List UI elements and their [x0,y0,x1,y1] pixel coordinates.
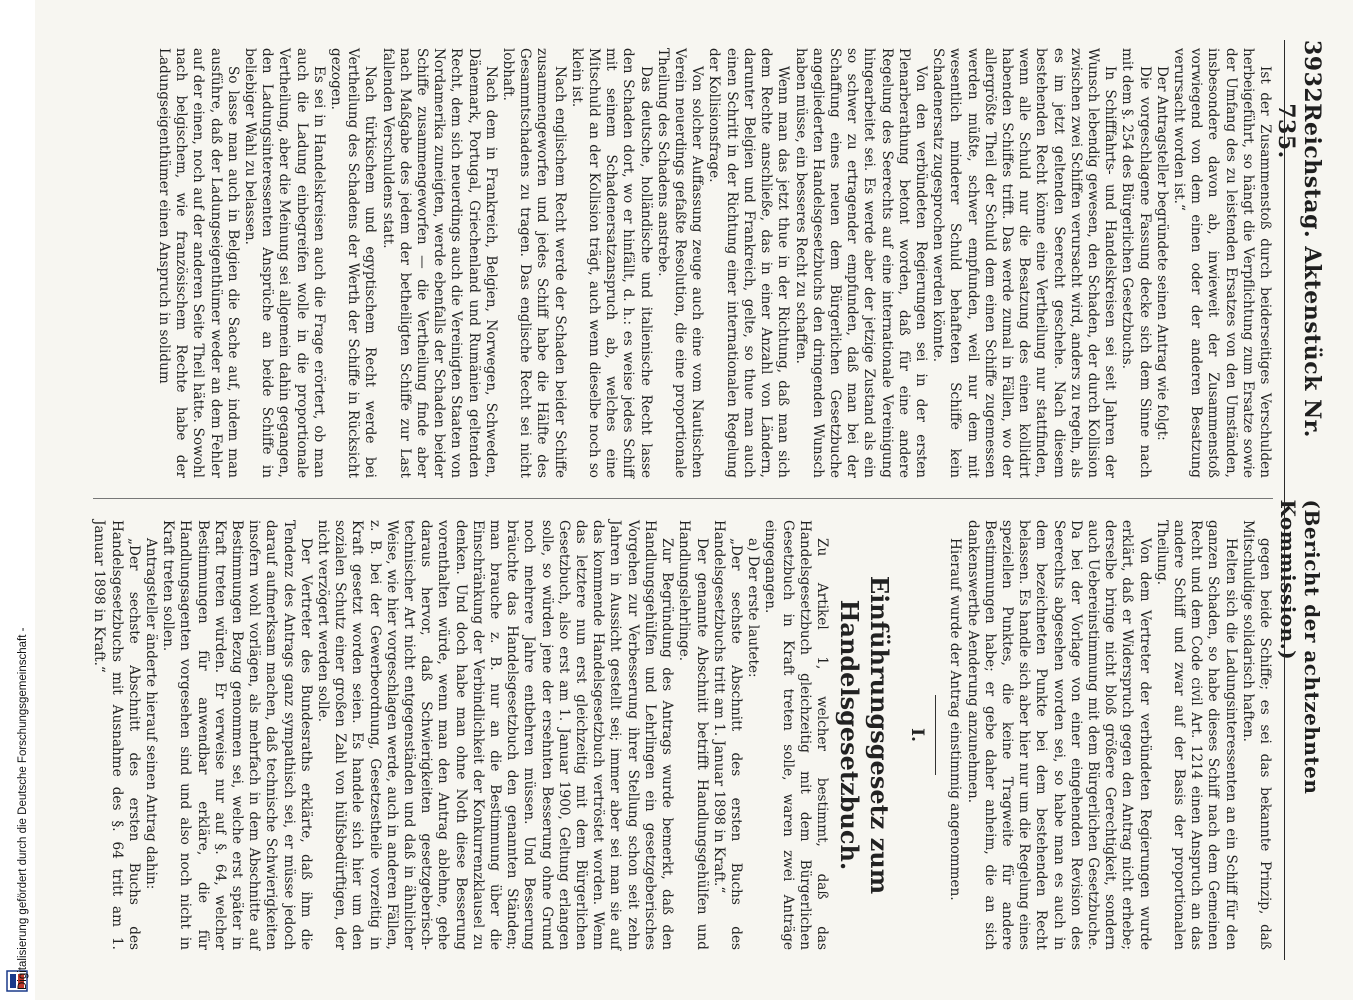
newspaper-scan [35,0,1353,1000]
header-divider [1284,40,1285,960]
paragraph: gegen beide Schiffe; es sei das bekannte Prinzip, daß Mitschuldige solidarisch haften. [1239,520,1273,950]
paragraph: Die vorgeschlagene Fassung decke sich dem Sinne nach mit dem §. 254 des Bürgerlichen Gesetzbuchs. [1119,48,1153,478]
paragraph: In Schifffahrts- und Handelskreisen sei seit Jahren der Wunsch lebendig gewesen, den Schaden, der durch Kollision zwischen zwei Schiffen verursacht wird, anders zu regeln, als es im jetzt geltenden Seerecht geschehe. Nach diesem bestehenden Recht könne eine Vertheilung nur stattfinden, wenn alle Schuld nur die Besatzung des einen kollidirt habenden Schiffes trifft. Das werde zumal in Fällen, wo der allergrößte Theil der Schuld dem einen Schiffe zugemessen werden müßte, schwer empfunden, weil nur dem mit wesentlich minderer Schuld behafteten Schiffe kein Schadenersatz zugesprochen werden könnte. [930,48,1119,478]
column-divider [93,498,1273,499]
paragraph: Hierauf wurde der Antrag einstimmig angenommen. [947,538,964,901]
paragraph: Von solcher Auffassung zeuge auch eine vom Nautischen Verein neuerdings gefaßte Resolution, die eine proportionale Theilung des Schadens anstrebe. [654,48,706,478]
paragraph: Ist der Zusammenstoß durch beiderseitiges Verschulden herbeigeführt, so hängt die Verpflichtung zum Ersatze sowie der Umfang des zu leistenden Ersatzes von den Umständen, insbesondere davon ab, inwieweit der Zusammenstoß vorwiegend von dem einen oder der anderen Besatzung verursacht worden ist.“ [1170,48,1273,478]
right-column-bottom [90,520,830,950]
section-title: Einführungsgesetz zum Handelsgesetzbuch. [834,575,894,895]
paragraph: So lasse man auch in Belgien die Sache auf, indem man ausführe, daß der Ladungseigenthümer weder an dem Fehler auf der einen, noch auf der anderen Seite Theil hätte. Sowohl nach belgischem, wie französischem Rechte habe der Ladungseigenthümer einen Anspruch in solidum [156,48,241,478]
paragraph: Der Vertreter des Bundesraths erklärte, daß ihm die Tendenz des Antrags ganz sympathisch sei, er müsse jedoch darauf aufmerksam machen, daß technische Schwierigkeiten insofern wohl vorlägen, als mehrfach in dem Abschnitte auf Bestimmungen Bezug genommen sei, welche erst später in Kraft treten würden. Er verweise nur auf §. 64, welcher Bestimmungen für anwendbar erkläre, die für Handlungsagenten vorgesehen sind und also noch nicht in Kraft treten sollen. [160,520,314,950]
right-column [90,520,1273,950]
paragraph: Der genannte Abschnitt betrifft Handlungsgehülfen und Handlungslehrlinge. [676,520,710,950]
paragraph: Von den verbündeten Regierungen sei in der ersten Plenarberathung betont worden, daß für eine andere Regelung des Seerechts auf eine internationale Vereinigung hingearbeitet sei. Es werde aber der jetzige Zustand als ein so schwer zu ertragender empfunden, daß man bei der Schaffung eines neuen dem Bürgerlichen Gesetzbuche angegliederten Handelsgesetzbuchs den dringenden Wunsch haben müsse, ein besseres Recht zu schaffen. [792,48,929,478]
paragraph: Nach englischem Recht werde der Schaden beider Schiffe zusammengeworfen und jedes Schiff habe die Hälfte des Gesammtschadens zu tragen. Das englische Recht sei nicht lobhaft. [500,48,568,478]
page-number: 3932 [1299,40,1325,104]
digitization-sidebar [0,0,35,1000]
paragraph: Wenn man das jetzt thue in der Richtung, daß man sich dem Rechte anschließe, das in einer Anzahl von Ländern, darunter Belgien und Frankreich, gelte, so thue man auch einen Schritt in der Richtung einer internationalen Regelung der Kollisionsfrage. [706,48,792,478]
paragraph: Zur Begründung des Antrags wurde bemerkt, daß den Handlungsgehülfen und Lehrlingen ein gesetzgeberisches Vorgehen zur Verbesserung ihrer Stellung schon seit zehn Jahren in Aussicht gestellt sei; immer aber sei man sie auf das kommende Handelsgesetzbuch vertröstet worden. Wenn das letztere nun erst gleichzeitig mit dem Bürgerlichen Gesetzbuch, also erst am 1. Januar 1900, Geltung erlangen solle, so würden jene der ersehnten Besserung ohne Grund noch mehrere Jahre entbehren müssen. Und Besserung bräuchte das Handelsgesetzbuch den genannten Ständen; man brauche z. B. nur an die Bestimmung über die Einschränkung der Verbindlichkeit der Konkurrenzklausel zu denken. Und doch habe man ohne Noth diese Besserung vorenthalten würde, wenn man den Antrag ablehne, gehe daraus hervor, daß Schwierigkeiten gesetzgeberisch-technischer Art nicht entgegenständen und daß in ähnlicher Weise, wie hier vorgeschlagen werde, auch in anderen Fällen, z. B. bei der Gewerbeordnung, Gesetzestheile vorzeitig in Kraft gesetzt worden seien. Es handele sich hier um den sozialen Schutz einer großen Zahl von hülfsbedürftigen, der nicht verzögert werden solle. [315,520,676,950]
page-subtitle: (Bericht der achtzehnten Kommission.) [1276,499,1324,795]
section-rule [935,695,936,775]
paragraph: Helten sich die Ladungsinteressenten an ein Schiff für den ganzen Schaden, so habe dieses Schiff nach dem Gemeinen Recht und dem Code civil Art. 1214 einen Anspruch an das andere Schiff und zwar auf der Basis der proportionalen Theilung. [1153,520,1239,950]
page-header [1273,40,1325,960]
paragraph: Nach türkischem und egyptischem Recht werde bei Vertheilung des Schadens der Werth der Schiffe in Rücksicht gezogen. [328,48,379,478]
digitization-credit: Digitalisierung gefördert durch die Deutsche Forschungsgemeinschaft - [17,627,29,990]
left-column [155,48,1273,478]
section-number: I. [907,728,928,742]
paragraph: Antragsteller änderte hierauf seinen Antrag dahin: [143,538,160,890]
page-title: Reichstag. Aktenstück Nr. 735. [1273,103,1325,438]
paragraph: a) Der erste lautete: [745,538,762,678]
paragraph: Der Antragsteller begründete seinen Antrag wie folgt: [1153,66,1170,441]
right-column-top [946,520,1273,950]
paragraph: Von dem Vertreter der verbündeten Regierungen wurde erklärt, daß er Widerspruch gegen den Antrag nicht erhebe; derselbe bringe nicht bloß größere Gerechtigkeit, sondern auch Uebereinstimmung mit dem Bürgerlichen Gesetzbuche. Da bei der Vorlage von einer eingehenden Revision des Seerechts abgesehen worden sei, so habe man es auch in dem bezeichneten Punkte bei dem bestehenden Recht belassen. Es handle sich aber hier nur um die Regelung eines speziellen Punktes, die keine Tragweite für andere Bestimmungen habe; er gebe daher anheim, die an sich dankenswerthe Aenderung anzunehmen. [964,520,1153,950]
paragraph: Das deutsche, holländische und italienische Recht lasse den Schaden dort, wo er hinfällt, d. h.: es weise jedes Schiff mit seinem Schadenersatzanspruch ab, welches eine Mitschuld an der Kollision trägt, auch wenn dieselbe noch so klein ist. [568,48,654,478]
paragraph: Zu Artikel 1, welcher bestimmt, daß das Handelsgesetzbuch gleichzeitig mit dem Bürgerlichen Gesetzbuch in Kraft treten solle, waren zwei Anträge eingegangen. [762,520,830,950]
paragraph: Es sei in Handelskreisen auch die Frage erörtert, ob man auch die Ladung einbegreifen wolle in die proportionale Vertheilung, aber die Meinung sei allgemein dahin gegangen, den Ladungsinteressenten Ansprüche an beide Schiffe in beliebiger Wahl zu belassen. [242,48,327,478]
paragraph: „Der sechste Abschnitt des ersten Buchs des Handelsgesetzbuchs mit Ausnahme des §. 64 tritt am 1. Januar 1898 in Kraft.“ [91,520,142,950]
paragraph: „Der sechste Abschnitt des ersten Buchs des Handelsgesetzbuchs tritt am 1. Januar 1898 in Kraft.“ [710,520,744,950]
rotated-page [35,0,1353,1000]
paragraph: Nach dem in Frankreich, Belgien, Norwegen, Schweden, Dänemark, Portugal, Griechenland und Rumänien geltenden Recht, dem sich neuerdings auch die Vereinigten Staaten von Nordamerika zuneigten, werde ebenfalls der Schaden beider Schiffe zusammengeworfen — die Vertheilung finde aber nach Maßgabe des jedem der betheiligten Schiffe zur Last fallenden Verschuldens statt. [379,48,499,478]
